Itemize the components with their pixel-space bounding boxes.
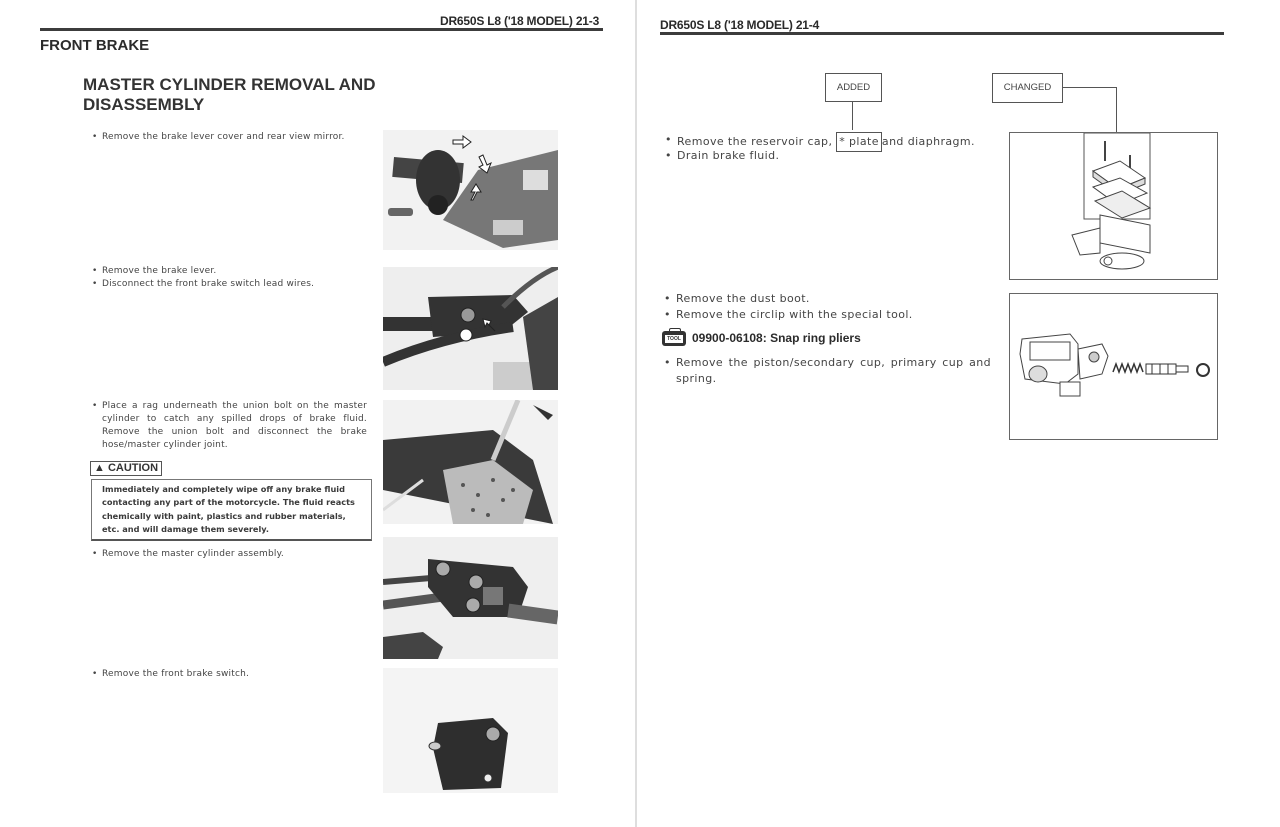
photo-union-bolt-rag (383, 400, 558, 524)
step-dust-boot (664, 291, 1006, 307)
bullet-icon: • (92, 279, 98, 289)
header-rule (40, 28, 603, 31)
added-label: ADDED (825, 73, 882, 102)
reservoir-exploded-diagram (1009, 132, 1218, 280)
bullet-icon: • (664, 308, 671, 321)
tool-text: 09900-06108: Snap ring pliers (692, 331, 861, 345)
step-text: Remove the circlip with the special tool. (676, 308, 913, 321)
photo-brake-lever-cover (383, 130, 558, 250)
step-circlip (664, 307, 1006, 323)
step-text: Place a rag underneath the union bolt on the master cylinder to catch any spilled drops of brake fluid. Remove the union bolt and disconnect the brake hose/master cylinder joint. (102, 401, 367, 450)
header-rule (660, 32, 1224, 35)
changed-leader-h (1062, 87, 1116, 88)
tool-icon-text: TOOL (665, 335, 683, 343)
title-line-1: MASTER CYLINDER REMOVAL AND (83, 75, 376, 94)
bullet-icon: • (92, 401, 98, 411)
right-page (637, 0, 1280, 827)
step-text: Remove the piston/secondary cup, primary cup and spring. (676, 356, 991, 385)
step-3 (92, 278, 372, 291)
step-2 (92, 265, 372, 278)
step-6 (92, 668, 372, 681)
section-title: FRONT BRAKE (40, 37, 150, 54)
step-1 (92, 131, 372, 144)
step-text: and diaphragm. (881, 135, 975, 148)
step-text: Remove the brake lever cover and rear view mirror. (102, 132, 345, 142)
step-text: Remove the brake lever. (102, 266, 217, 276)
running-header: DR650S L8 ('18 MODEL) 21-4 (660, 18, 820, 32)
photo-brake-switch-wires (383, 267, 558, 390)
step-5 (92, 548, 372, 561)
bullet-icon: • (92, 266, 98, 276)
added-plate-highlight: * plate (836, 132, 882, 152)
bullet-icon: • (92, 669, 98, 679)
piston-exploded-diagram (1009, 293, 1218, 440)
photo-master-cylinder-assembly (383, 537, 558, 659)
changed-label: CHANGED (992, 73, 1063, 103)
step-4 (92, 400, 367, 452)
step-piston (664, 355, 991, 386)
bullet-icon: • (665, 133, 672, 146)
tool-icon (662, 331, 686, 346)
added-leader-line (852, 101, 853, 130)
special-tool (662, 331, 861, 346)
left-page (0, 0, 636, 827)
step-text: Remove the front brake switch. (102, 669, 250, 679)
step-text: Disconnect the front brake switch lead wires. (102, 279, 315, 289)
running-header: DR650S L8 ('18 MODEL) 21-3 (440, 14, 600, 28)
changed-leader-v (1116, 87, 1117, 132)
step-text: Remove the reservoir cap, (677, 135, 833, 148)
step-text: Drain brake fluid. (677, 149, 780, 162)
step-text: Remove the dust boot. (676, 292, 810, 305)
caution-label: ▲ CAUTION (90, 461, 162, 476)
bullet-icon: • (92, 549, 98, 559)
step-drain-fluid (665, 148, 1007, 164)
bullet-icon: • (92, 132, 98, 142)
bullet-icon: • (664, 356, 671, 369)
bullet-icon: • (664, 292, 671, 305)
bullet-icon: • (665, 149, 672, 162)
page-title (83, 75, 403, 115)
photo-front-brake-switch (383, 668, 558, 793)
caution-box: Immediately and completely wipe off any brake fluid contacting any part of the motorcycle. The fluid reacts chemically with paint, plastics and rubber materials, etc. and will damage them severely. (91, 479, 372, 541)
step-text: Remove the master cylinder assembly. (102, 549, 284, 559)
title-line-2: DISASSEMBLY (83, 95, 205, 114)
